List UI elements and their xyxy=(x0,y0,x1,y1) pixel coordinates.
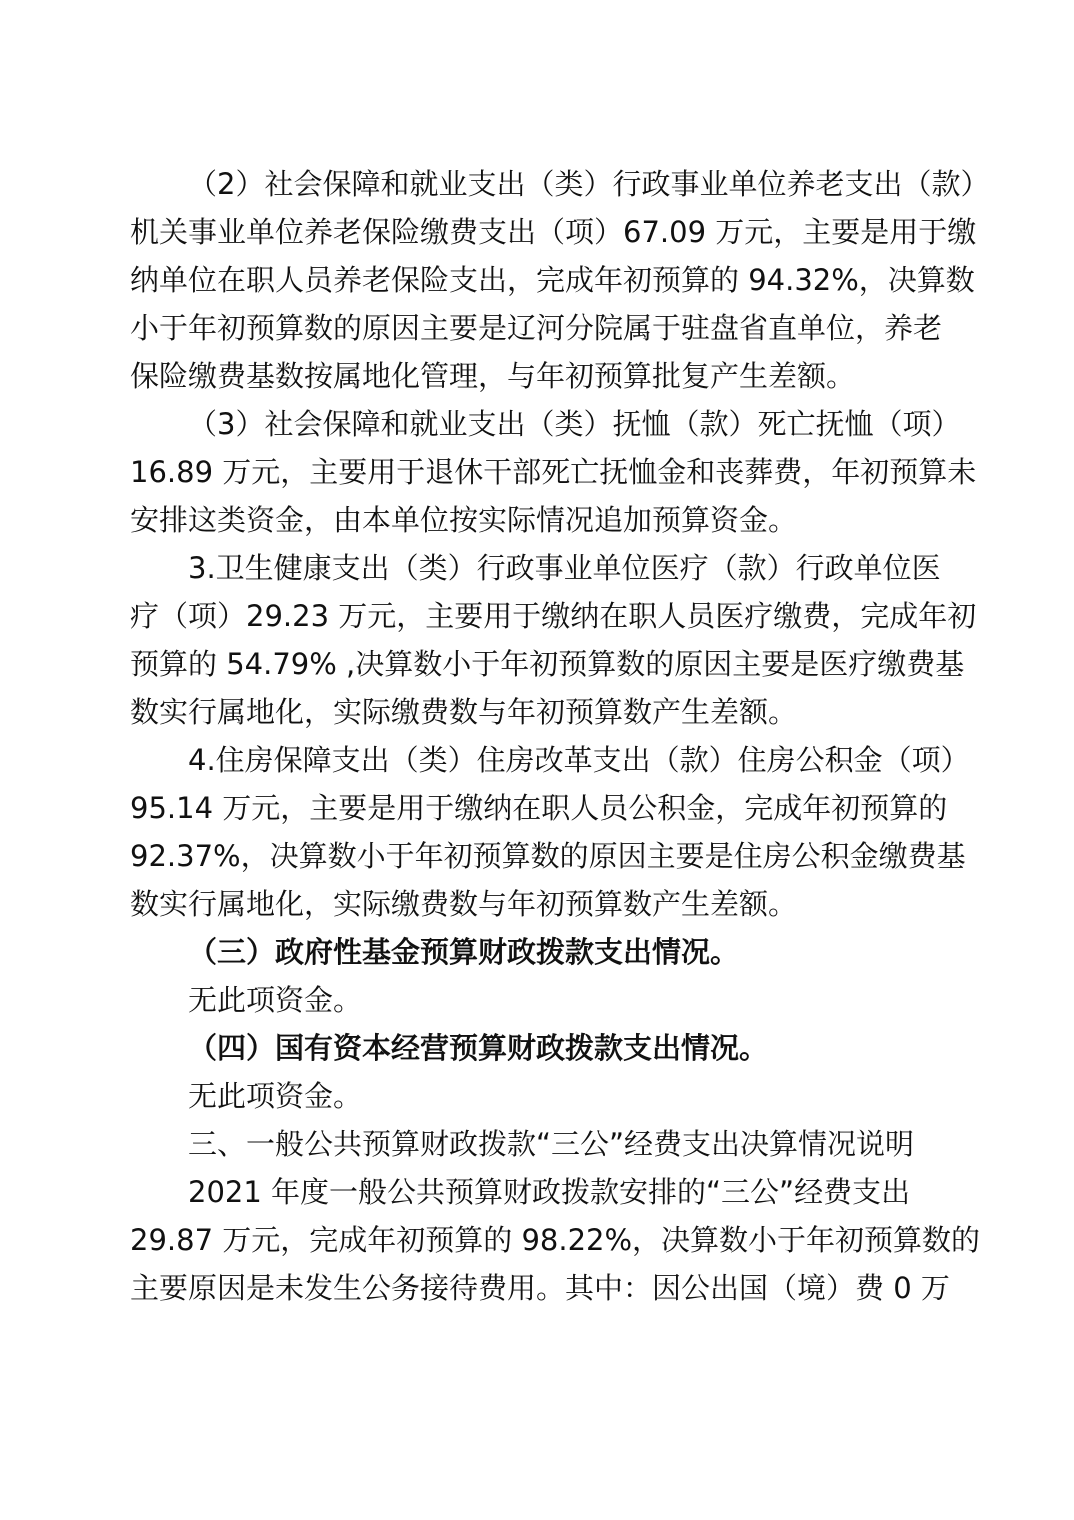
paragraph-social-pension xyxy=(130,160,990,400)
text-line: 疗（项）29.23 万元，主要用于缴纳在职人员医疗缴费，完成年初 xyxy=(130,599,977,633)
text-line: 29.87 万元，完成年初预算的 98.22%，决算数小于年初预算数的 xyxy=(130,1223,981,1257)
paragraph-state-capital-none xyxy=(130,1072,946,1120)
text-line: 小于年初预算数的原因主要是辽河分院属于驻盘省直单位，养老 xyxy=(130,311,943,345)
heading-three-public xyxy=(130,1120,946,1168)
text-line: 保险缴费基数按属地化管理，与年初预算批复产生差额。 xyxy=(130,359,856,393)
text-line: 16.89 万元，主要用于退休干部死亡抚恤金和丧葬费，年初预算未 xyxy=(130,455,977,489)
text-line: 安排这类资金，由本单位按实际情况追加预算资金。 xyxy=(130,503,798,537)
heading-gov-fund xyxy=(130,928,946,976)
heading-text: （三）政府性基金预算财政拨款支出情况。 xyxy=(188,935,740,969)
paragraph-housing xyxy=(130,736,970,928)
text-line: 无此项资金。 xyxy=(188,983,363,1017)
document-page xyxy=(130,160,990,1312)
paragraph-gov-fund-none xyxy=(130,976,946,1024)
text-line: （2）社会保障和就业支出（类）行政事业单位养老支出（款） xyxy=(188,167,990,201)
heading-state-capital xyxy=(130,1024,946,1072)
paragraph-health xyxy=(130,544,977,736)
text-line: 95.14 万元，主要是用于缴纳在职人员公积金，完成年初预算的 xyxy=(130,791,948,825)
text-line: 2021 年度一般公共预算财政拨款安排的“三公”经费支出 xyxy=(188,1175,911,1209)
text-line: 预算的 54.79% ,决算数小于年初预算数的原因主要是医疗缴费基 xyxy=(130,647,965,681)
text-line: 主要原因是未发生公务接待费用。其中：因公出国（境）费 0 万 xyxy=(130,1271,950,1305)
text-line: 92.37%，决算数小于年初预算数的原因主要是住房公积金缴费基 xyxy=(130,839,966,873)
heading-text: 三、一般公共预算财政拨款“三公”经费支出决算情况说明 xyxy=(188,1127,915,1161)
heading-text: （四）国有资本经营预算财政拨款支出情况。 xyxy=(188,1031,769,1065)
text-line: （3）社会保障和就业支出（类）抚恤（款）死亡抚恤（项） xyxy=(188,407,961,441)
text-line: 纳单位在职人员养老保险支出，完成年初预算的 94.32%，决算数 xyxy=(130,263,975,297)
text-line: 无此项资金。 xyxy=(188,1079,363,1113)
paragraph-three-public xyxy=(130,1168,981,1312)
text-line: 4.住房保障支出（类）住房改革支出（款）住房公积金（项） xyxy=(188,743,970,777)
text-line: 机关事业单位养老保险缴费支出（项）67.09 万元，主要是用于缴 xyxy=(130,215,977,249)
text-line: 数实行属地化，实际缴费数与年初预算数产生差额。 xyxy=(130,695,798,729)
text-line: 数实行属地化，实际缴费数与年初预算数产生差额。 xyxy=(130,887,798,921)
text-line: 3.卫生健康支出（类）行政事业单位医疗（款）行政单位医 xyxy=(188,551,941,585)
paragraph-social-pension-death xyxy=(130,400,977,544)
